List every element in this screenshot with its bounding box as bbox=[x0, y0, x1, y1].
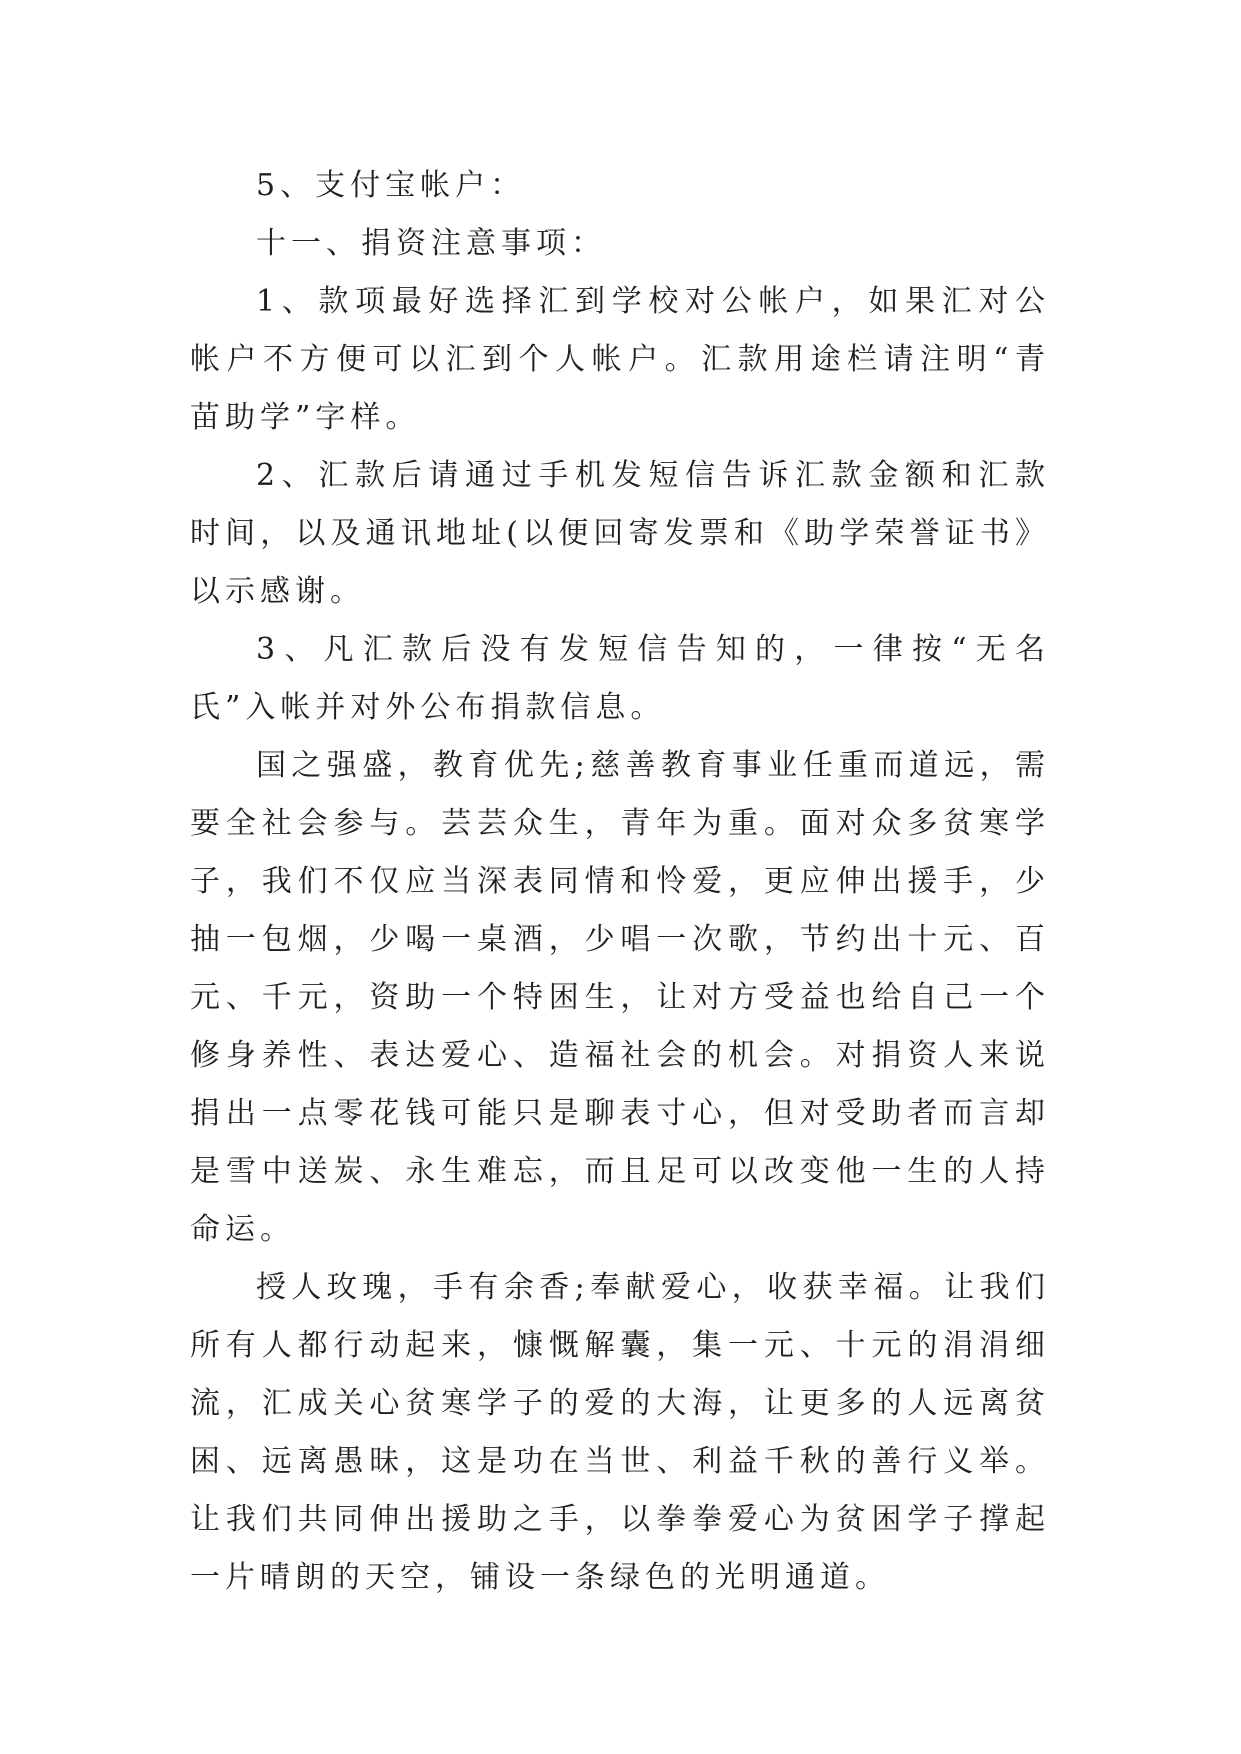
section-heading-donation-notes: 十一、捐资注意事项： bbox=[256, 226, 606, 261]
paragraph-note-2: 2、汇款后请通过手机发短信告诉汇款金额和汇款时间，以及通讯地址(以便回寄发票和《助学荣誉证书》以示感谢。 bbox=[190, 458, 1050, 609]
paragraph-appeal-1: 国之强盛，教育优先;慈善教育事业任重而道远，需要全社会参与。芸芸众生，青年为重。面对众多贫寒学子，我们不仅应当深表同情和怜爱，更应伸出援手，少抽一包烟，少喝一桌酒，少唱一次歌，节约出十元、百元、千元，资助一个特困生，让对方受益也给自己一个修身养性、表达爱心、造福社会的机会。对捐资人来说捐出一点零花钱可能只是聊表寸心，但对受助者而言却是雪中送炭、永生难忘，而且足可以改变他一生的人持命运。 bbox=[190, 748, 1050, 1247]
paragraph-appeal-2: 授人玫瑰，手有余香;奉献爱心，收获幸福。让我们所有人都行动起来，慷慨解囊，集一元、十元的涓涓细流，汇成关心贫寒学子的爱的大海，让更多的人远离贫困、远离愚昧，这是功在当世、利益千秋的善行义举。让我们共同伸出援助之手，以拳拳爱心为贫困学子撑起一片晴朗的天空，铺设一条绿色的光明通道。 bbox=[190, 1270, 1050, 1595]
paragraph-note-1: 1、款项最好选择汇到学校对公帐户，如果汇对公帐户不方便可以汇到个人帐户。汇款用途栏请注明“青苗助学”字样。 bbox=[190, 284, 1050, 435]
document-body bbox=[190, 157, 1050, 1607]
paragraph-alipay-account: 5、支付宝帐户： bbox=[256, 168, 526, 203]
paragraph-note-3: 3、凡汇款后没有发短信告知的，一律按“无名氏”入帐并对外公布捐款信息。 bbox=[190, 632, 1050, 725]
